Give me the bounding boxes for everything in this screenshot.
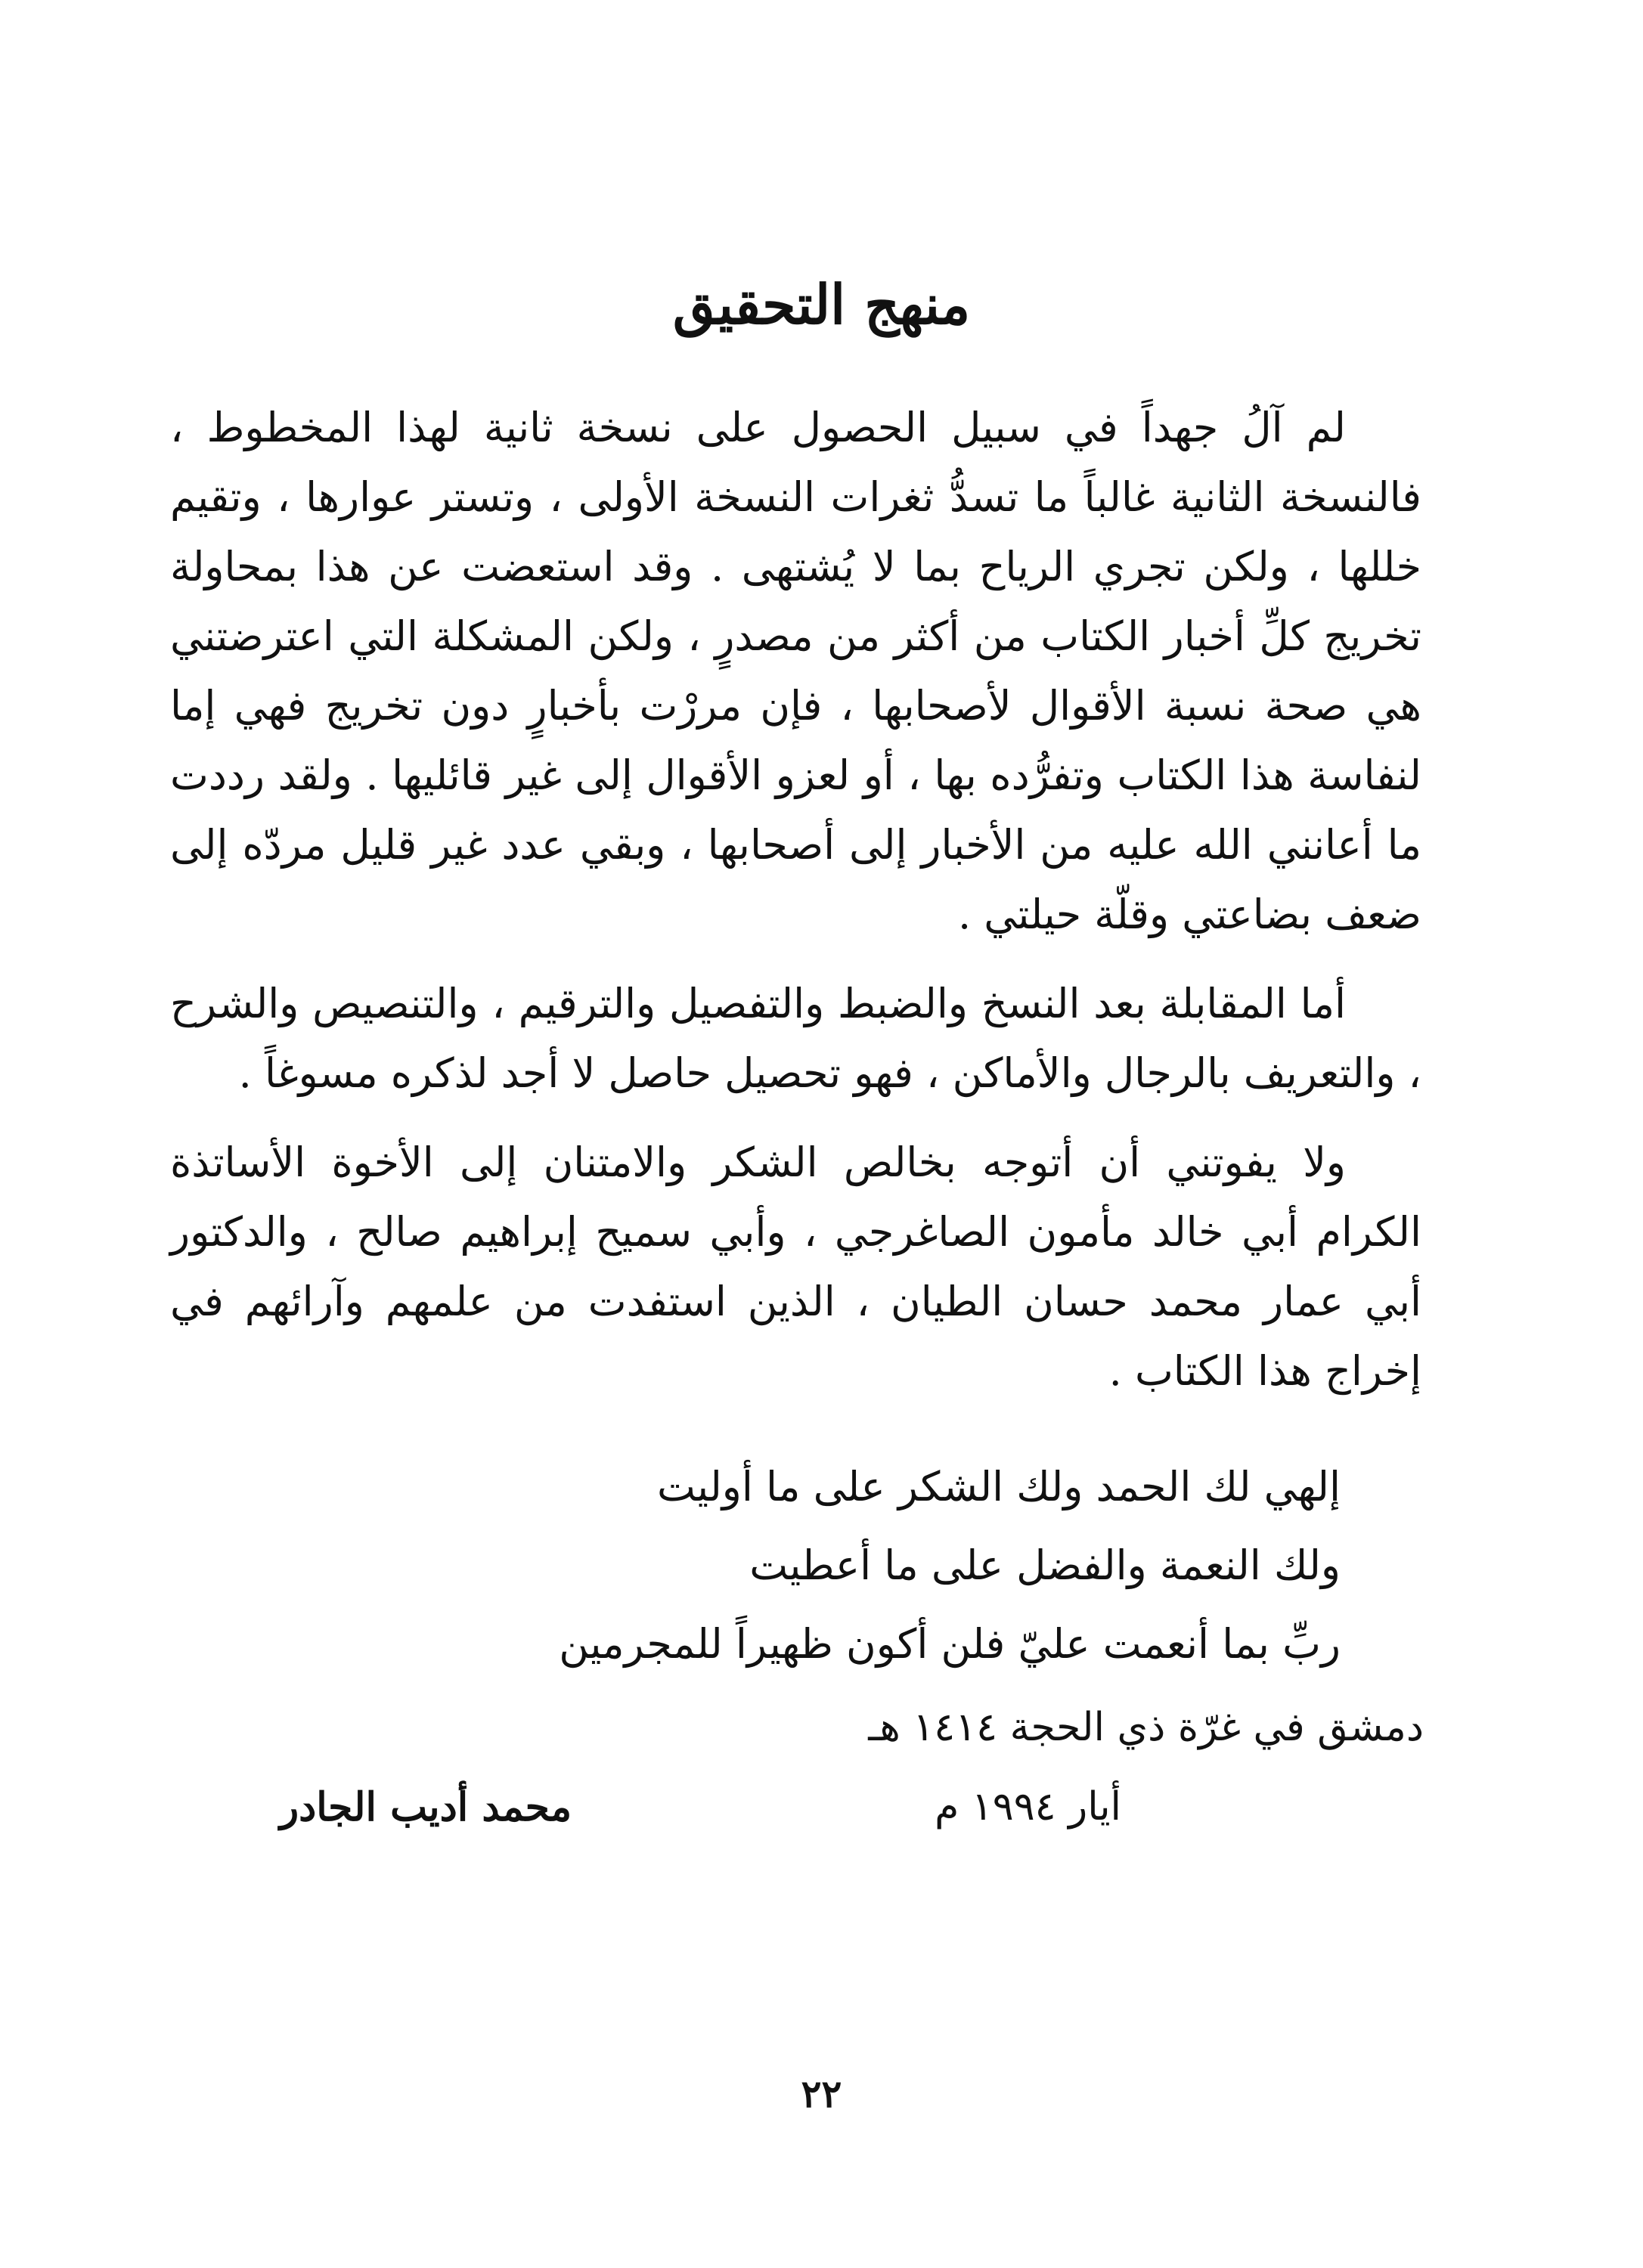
paragraph-acknowledgements: ولا يفوتني أن أتوجه بخالص الشكر والامتنان إلى الأخوة الأساتذة الكرام أبي خالد مأمون الصاغرجي ، وأبي سميح إبراهيم صالح ، والدكتور أبي عمار محمد حسان الطيان ، الذين استفدت من علمهم وآرائهم في إخراج هذا الكتاب . bbox=[170, 1139, 1421, 1395]
closing-prayer bbox=[509, 1448, 1341, 1684]
paragraph-editing: أما المقابلة بعد النسخ والضبط والتفصيل والترقيم ، والتنصيص والشرح ، والتعريف بالرجال والأماكن ، فهو تحصيل حاصل لا أجد لذكره مسوغاً . bbox=[170, 980, 1421, 1097]
date-gregorian: أيار ١٩٩٤ م bbox=[935, 1784, 1121, 1830]
prayer-line: إلهي لك الحمد ولك الشكر على ما أوليت bbox=[657, 1463, 1341, 1510]
prayer-line: ربِّ بما أنعمت عليّ فلن أكون ظهيراً للمجرمين bbox=[559, 1620, 1341, 1668]
author-signature: محمد أديب الجادر bbox=[280, 1784, 572, 1830]
body-text bbox=[170, 393, 1421, 1406]
date-hijri: دمشق في غرّة ذي الحجة ١٤١٤ هـ bbox=[868, 1705, 1424, 1750]
page-number: ٢٢ bbox=[801, 2071, 842, 2116]
paragraph-methodology: لم آلُ جهداً في سبيل الحصول على نسخة ثانية لهذا المخطوط ، فالنسخة الثانية غالباً ما تسدُّ ثغرات النسخة الأولى ، وتستر عوارها ، وتقيم خللها ، ولكن تجري الرياح بما لا يُشتهى . وقد استعضت عن هذا بمحاولة تخريج كلِّ أخبار الكتاب من أكثر من مصدرٍ ، ولكن المشكلة التي اعترضتني هي صحة نسبة الأقوال لأصحابها ، فإن مررْت بأخبارٍ دون تخريج فهي إما لنفاسة هذا الكتاب وتفرُّده بها ، أو لعزو الأقوال إلى غير قائليها . ولقد رددت ما أعانني الله عليه من الأخبار إلى أصحابها ، وبقي عدد غير قليل مردّه إلى ضعف بضاعتي وقلّة حيلتي . bbox=[170, 404, 1421, 938]
prayer-line: ولك النعمة والفضل على ما أعطيت bbox=[749, 1541, 1341, 1589]
page-title: منهج التحقيق bbox=[672, 272, 971, 336]
